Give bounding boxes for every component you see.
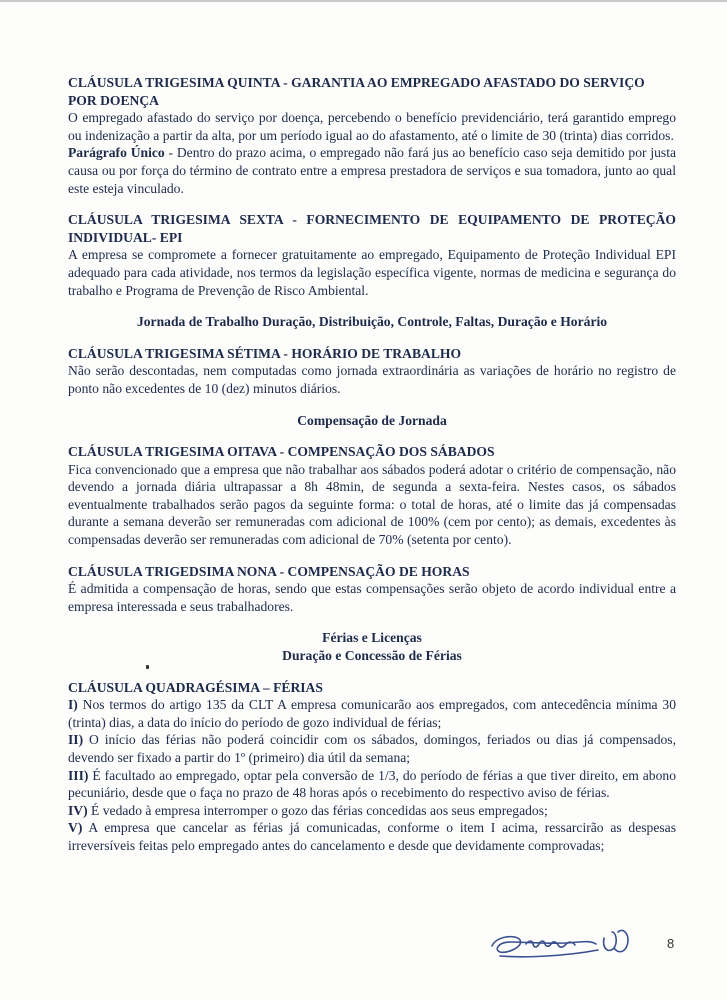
document-body: [68, 74, 676, 855]
clause-36-title: CLÁUSULA TRIGESIMA SEXTA - FORNECIMENTO DE EQUIPAMENTO DE PROTEÇÃO INDIVIDUAL- EPI: [68, 212, 676, 245]
section-heading-ferias: Férias e Licenças: [322, 630, 422, 646]
item-number: II): [68, 732, 84, 748]
clause-38-body: Fica convencionado que a empresa que não trabalhar aos sábados poderá adotar o critério de compensação, não devendo a jornada diária ultrapassar a 8h 48min, de segunda a sexta-feira. Nestes casos, os sábados eventualmente trabalhados serão pagos da seguinte forma: o total de horas, até o limite das já compensadas durante a semana deverão ser remuneradas com adicional de 100% (cem por cento); as demais, excedentes às compensadas deverão ser remuneradas com adicional de 70% (setenta por cento).: [68, 461, 676, 548]
item-text: É facultado ao empregado, optar pela conversão de 1/3, do período de férias a que tiver direito, em abono pecuniário, desde que o faça no prazo de 48 horas após o recebimento do respectivo aviso de férias.: [68, 767, 676, 801]
section-subheading-ferias: Duração e Concessão de Férias: [282, 648, 462, 664]
clause-35-body: O empregado afastado do serviço por doença, percebendo o benefício previdenciário, terá garantido emprego ou indenização a partir da alta, por um período igual ao do afastamento, até o limite de 30 (trinta) dias corridos.: [68, 110, 676, 143]
clause-36-body: A empresa se compromete a fornecer gratuitamente ao empregado, Equipamento de Proteção Individual EPI adequado para cada atividade, nos termos da legislação específica vigente, normas de medicina e segurança do trabalho e Programa de Prevenção de Risco Ambiental.: [68, 247, 676, 298]
clause-40-item: [68, 819, 676, 854]
section-heading-jornada: Jornada de Trabalho Duração, Distribuição, Controle, Faltas, Duração e Horário: [136, 314, 608, 330]
clause-37-body: Não serão descontadas, nem computadas como jornada extraordinária as variações de horário no registro de ponto não excedentes de 10 (dez) minutos diários.: [68, 363, 676, 396]
clause-37-title: CLÁUSULA TRIGESIMA SÉTIMA - HORÁRIO DE TRABALHO: [68, 345, 462, 361]
clause-40-item: [68, 696, 676, 731]
item-number: V): [68, 820, 83, 836]
clause-35-paragraph: [68, 144, 676, 197]
item-text: A empresa que cancelar as férias já comunicadas, conforme o item I acima, ressarcirão as despesas irreversíveis feitas pelo empregado antes do cancelamento e desde que devidamente comprovadas;: [68, 820, 676, 853]
paragraph-text: - Dentro do prazo acima, o empregado não fará jus ao benefício caso seja demitido por justa causa ou por força do término de contrato entre a empresa prestadora de serviços e sua tomadora, junto ao qual este esteja vinculado.: [68, 145, 677, 196]
clause-39-title: CLÁUSULA TRIGEDSIMA NONA - COMPENSAÇÃO DE HORAS: [68, 563, 470, 579]
clause-40-item: [68, 802, 676, 820]
clause-40-title: CLÁUSULA QUADRAGÉSIMA – FÉRIAS: [68, 679, 323, 695]
clause-40-item: [68, 731, 676, 766]
paragraph-label: Parágrafo Único: [68, 145, 165, 161]
clause-35-title: CLÁUSULA TRIGESIMA QUINTA - GARANTIA AO EMPREGADO AFASTADO DO SERVIÇO POR DOENÇA: [68, 75, 645, 108]
page-number: 8: [667, 936, 675, 951]
item-text: O início das férias não poderá coincidir com os sábados, domingos, feriados ou dias já compensados, devendo ser fixado a partir do 1º (primeiro) dia útil da semana;: [68, 732, 676, 765]
clause-38-title: CLÁUSULA TRIGESIMA OITAVA - COMPENSAÇÃO DOS SÁBADOS: [68, 444, 495, 460]
item-number: III): [68, 767, 89, 783]
scan-speck: [146, 665, 149, 669]
item-text: Nos termos do artigo 135 da CLT A empresa comunicarão aos empregados, com antecedência mínima 30 (trinta) dias, a data do início do período de gozo individual de férias;: [68, 697, 676, 730]
item-text: É vedado à empresa interromper o gozo das férias concedidas aos seus empregados;: [87, 802, 548, 818]
page-top-edge: [0, 0, 727, 2]
clause-40-item: [68, 767, 676, 802]
section-heading-compensacao: Compensação de Jornada: [297, 412, 447, 428]
item-number: IV): [68, 802, 88, 818]
clause-39-body: É admitida a compensação de horas, sendo que estas compensações serão objeto de acordo individual entre a empresa interessada e seus trabalhadores.: [68, 581, 676, 614]
item-number: I): [68, 697, 78, 713]
signature-image: [486, 918, 656, 968]
